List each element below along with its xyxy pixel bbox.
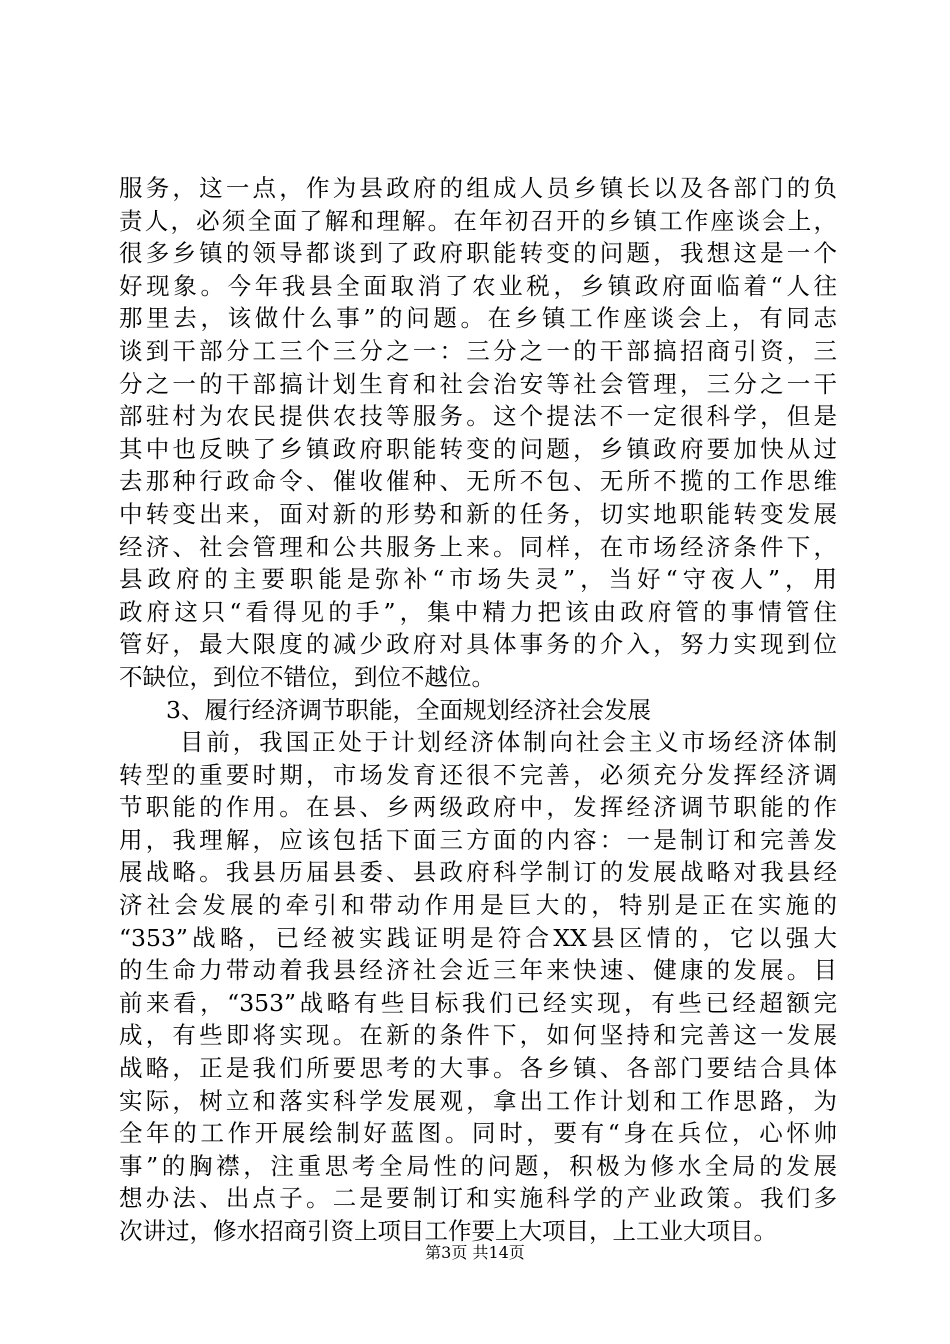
text-line: 展战略。我县历届县委、县政府科学制订的发展战略对我县经 <box>119 858 837 887</box>
text-line: 全年的工作开展绘制好蓝图。同时，要有“身在兵位，心怀帅 <box>119 1119 837 1148</box>
text-line: 去那种行政命令、催收催种、无所不包、无所不揽的工作思维 <box>119 467 837 496</box>
text-line: 谈到干部分工三个三分之一：三分之一的干部搞招商引资，三 <box>119 336 837 365</box>
text-line: 事”的胸襟，注重思考全局性的问题，积极为修水全局的发展 <box>119 1151 837 1180</box>
text-line: 节职能的作用。在县、乡两级政府中，发挥经济调节职能的作 <box>119 793 837 822</box>
text-line: 分之一的干部搞计划生育和社会治安等社会管理，三分之一干 <box>119 369 837 398</box>
text-line: 目前，我国正处于计划经济体制向社会主义市场经济体制 <box>180 728 837 757</box>
text-line: 好现象。今年我县全面取消了农业税，乡镇政府面临着“人往 <box>119 271 837 300</box>
text-line: 服务，这一点，作为县政府的组成人员乡镇长以及各部门的负 <box>119 174 837 202</box>
text-line: 责人，必须全面了解和理解。在年初召开的乡镇工作座谈会上， <box>119 206 837 235</box>
text-line: 很多乡镇的领导都谈到了政府职能转变的问题，我想这是一个 <box>119 239 837 268</box>
text-line: 经济、社会管理和公共服务上来。同样，在市场经济条件下， <box>119 532 837 561</box>
text-line: 管好，最大限度的减少政府对具体事务的介入，努力实现到位 <box>119 630 837 659</box>
text-line: 部驻村为农民提供农技等服务。这个提法不一定很科学，但是 <box>119 402 837 431</box>
text-line: “353”战略，已经被实践证明是符合XX县区情的，它以强大 <box>119 923 837 952</box>
text-line: 县政府的主要职能是弥补“市场失灵”，当好“守夜人”，用 <box>119 565 837 594</box>
page-number-footer: 第3页 共14页 <box>425 1243 525 1262</box>
text-line: 政府这只“看得见的手”，集中精力把该由政府管的事情管住 <box>119 597 837 626</box>
text-line: 想办法、出点子。二是要制订和实施科学的产业政策。我们多 <box>119 1184 837 1213</box>
text-line: 中转变出来，面对新的形势和新的任务，切实地职能转变发展 <box>119 499 837 528</box>
text-line: 用，我理解，应该包括下面三方面的内容：一是制订和完善发 <box>119 825 837 854</box>
text-line: 战略，正是我们所要思考的大事。各乡镇、各部门要结合具体 <box>119 1054 837 1083</box>
text-line: 那里去，该做什么事”的问题。在乡镇工作座谈会上，有同志 <box>119 304 837 333</box>
text-line: 成，有些即将实现。在新的条件下，如何坚持和完善这一发展 <box>119 1021 837 1050</box>
body-text <box>119 172 837 1248</box>
text-line: 前来看，“353”战略有些目标我们已经实现，有些已经超额完 <box>119 988 837 1017</box>
section-heading: 3、履行经济调节职能，全面规划经济社会发展 <box>166 695 651 724</box>
text-line: 济社会发展的牵引和带动作用是巨大的，特别是正在实施的 <box>119 891 837 920</box>
text-line: 转型的重要时期，市场发育还很不完善，必须充分发挥经济调 <box>119 760 837 789</box>
text-line: 不缺位，到位不错位，到位不越位。 <box>119 662 495 691</box>
text-line: 次讲过，修水招商引资上项目工作要上大项目，上工业大项目。 <box>119 1217 777 1245</box>
text-line: 的生命力带动着我县经济社会近三年来快速、健康的发展。目 <box>119 956 837 985</box>
text-line: 实际，树立和落实科学发展观，拿出工作计划和工作思路，为 <box>119 1086 837 1115</box>
text-line: 其中也反映了乡镇政府职能转变的问题，乡镇政府要加快从过 <box>119 434 837 463</box>
